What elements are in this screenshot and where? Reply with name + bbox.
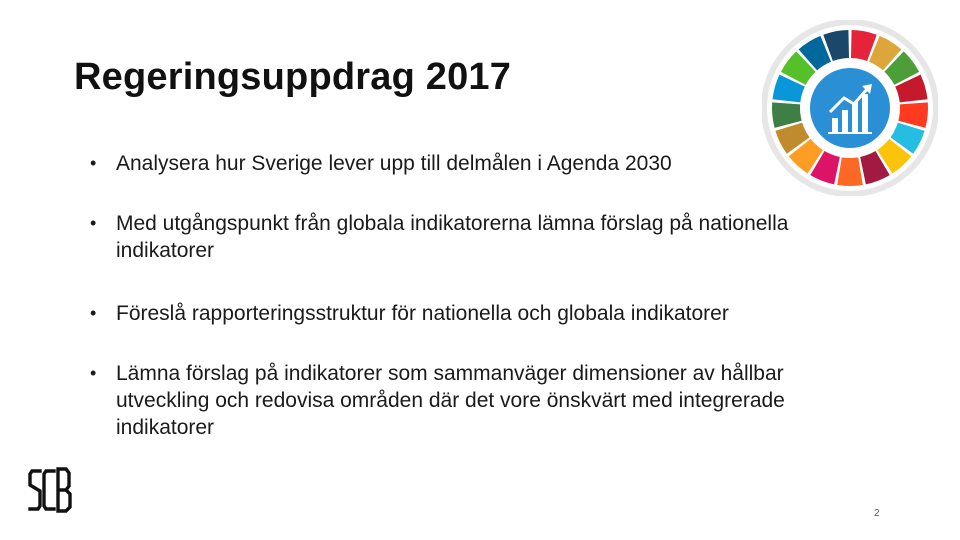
bullet-item: • Med utgångspunkt från globala indikatorerna lämna förslag på nationella indikatorer	[90, 210, 836, 264]
slide-title: Regeringsuppdrag 2017	[74, 56, 512, 98]
sdg-wheel-center	[810, 68, 890, 148]
scb-logo-icon	[26, 465, 74, 515]
sdg-wheel-segment	[898, 102, 928, 127]
bullet-item: • Analysera hur Sverige lever upp till delmålen i Agenda 2030	[90, 150, 672, 177]
bullet-item: • Lämna förslag på indikatorer som sammanväger dimensioner av hållbar utveckling och redovisa områden där det vore önskvärt med integrerade indikatorer	[90, 360, 876, 441]
bullet-item: • Föreslå rapporteringsstruktur för nationella och globala indikatorer	[90, 300, 729, 327]
sdg-wheel-segment	[837, 157, 863, 186]
page-number: 2	[874, 508, 880, 519]
sdg-wheel-icon	[762, 20, 938, 196]
sdg-wheel-segment	[772, 102, 802, 127]
